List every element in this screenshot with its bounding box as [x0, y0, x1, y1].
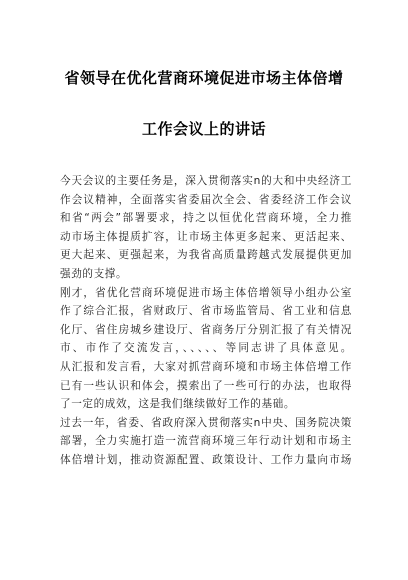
document-title-line-1: 省领导在优化营商环境促进市场主体倍增 [64, 69, 344, 87]
body-line: 刚才，省优化营商环境促进市场主体倍增领导小组办公室 [60, 286, 352, 299]
body-line: 作了综合汇报，省财政厅、省市场监管局、省工业和信息 [60, 305, 352, 318]
body-line: 体倍增计划，推动资源配置、政策设计、工作力量向市场 [60, 453, 352, 466]
body-line: 更大起来、更强起来，为我省高质量跨越式发展提供更加 [60, 249, 352, 262]
body-line: 部署，全力实施打造一流营商环境三年行动计划和市场主 [60, 435, 352, 448]
body-line: 今天会议的主要任务是，深入贯彻落实n的大和中央经济工 [60, 175, 352, 187]
document-title-line-2: 工作会议上的讲话 [141, 120, 266, 138]
body-line: 动市场主体提质扩容，让市场主体更多起来、更活起来、 [60, 230, 352, 243]
body-line: 化厅、省住房城乡建设厅、省商务厅分别汇报了有关情况 [60, 323, 352, 336]
document-body [60, 172, 352, 470]
body-line: 作会议精神，全面落实省委届次全会、省委经济工作会议 [60, 193, 352, 206]
body-line: 强劲的支撑。 [60, 267, 128, 280]
body-line: 市、市作了交流发言，、、、、、等同志讲了具体意见。 [60, 342, 352, 355]
body-line: 和省“两会”部署要求，持之以恒优化营商环境，全力推 [60, 212, 352, 225]
body-line: 已有一些认识和体会，摸索出了一些可行的办法，也取得 [60, 379, 352, 392]
body-line: 了一定的成效，这是我们继续做好工作的基础。 [60, 398, 296, 411]
body-line: 过去一年，省委、省政府深入贯彻落实n中央、国务院决策 [60, 416, 352, 429]
body-line: 从汇报和发言看，大家对抓营商环境和市场主体倍增工作 [60, 360, 352, 373]
